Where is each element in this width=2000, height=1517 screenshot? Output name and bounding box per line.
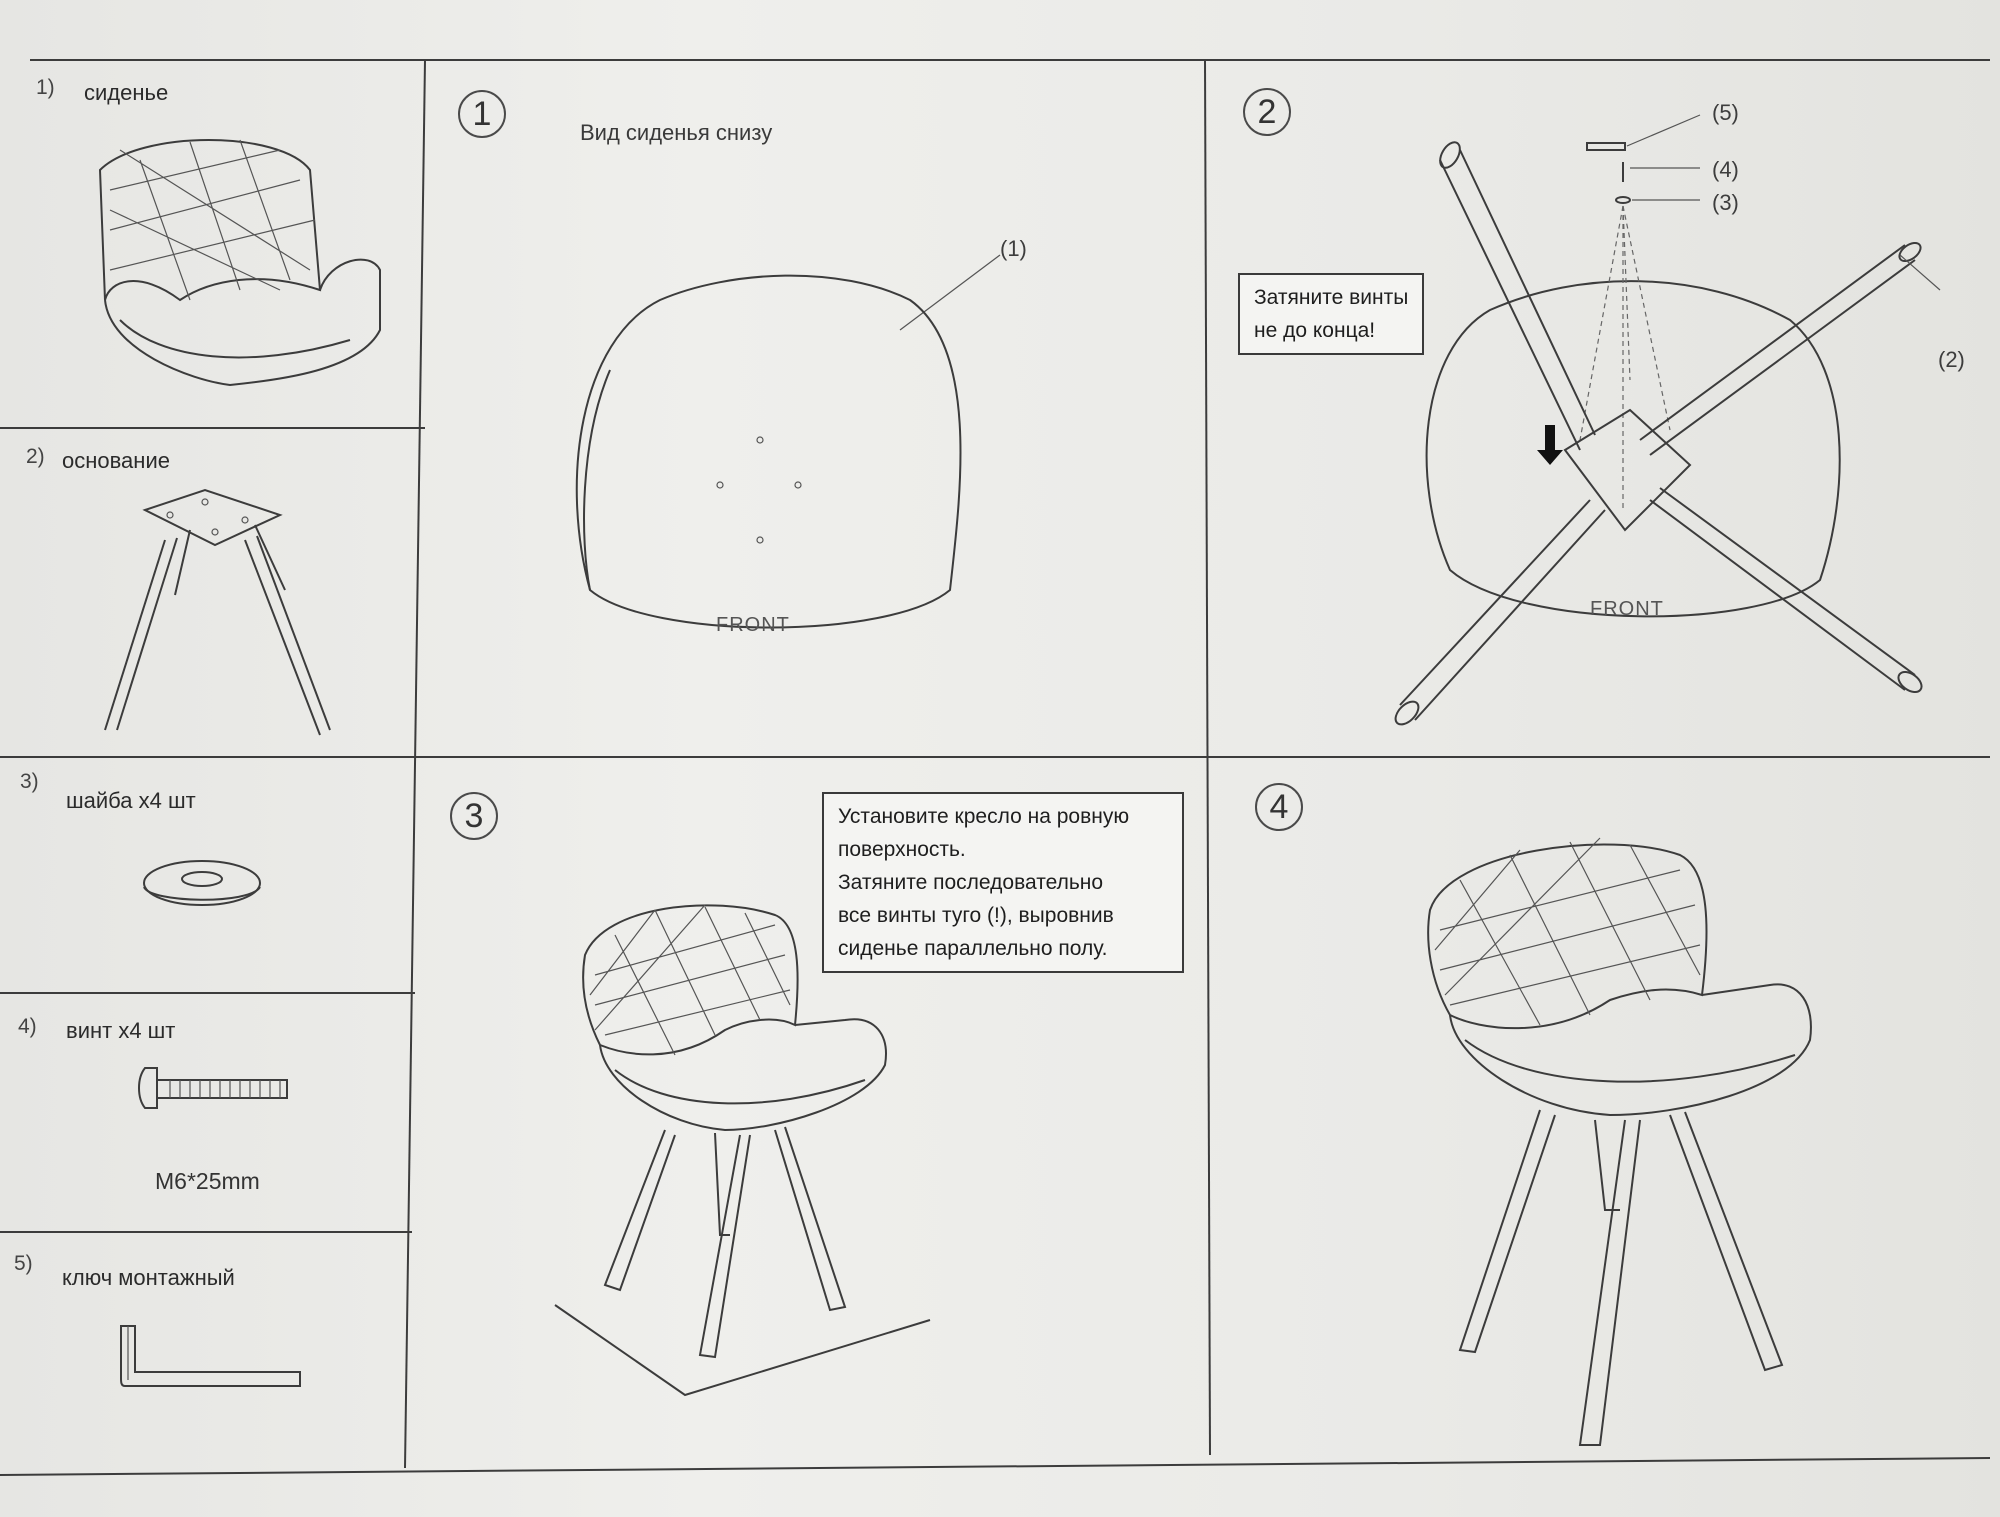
part-name: шайба х4 шт xyxy=(66,788,196,813)
part-index: 1) xyxy=(36,76,55,99)
seat-drawing xyxy=(80,130,400,390)
note-line: поверхность. xyxy=(838,838,966,861)
base-drawing xyxy=(95,480,335,740)
step-number: 1 xyxy=(458,90,506,138)
callout-base: (2) xyxy=(1938,347,1965,372)
part-index: 5) xyxy=(14,1252,33,1275)
part-index: 4) xyxy=(18,1015,37,1038)
base-attach-drawing xyxy=(1380,110,1940,740)
part-name: ключ монтажный xyxy=(62,1265,235,1290)
callout-wrench: (5) xyxy=(1712,100,1739,125)
callout-screw: (4) xyxy=(1712,157,1739,182)
part-name: основание xyxy=(62,448,170,473)
note-line: Затяните винты xyxy=(1254,286,1409,309)
callout-washer: (3) xyxy=(1712,190,1739,215)
assembled-chair-drawing xyxy=(1410,830,1890,1430)
hex-key-icon xyxy=(115,1320,315,1400)
step-number: 2 xyxy=(1243,88,1291,136)
front-label: FRONT xyxy=(716,614,790,636)
step-number: 3 xyxy=(450,792,498,840)
part-name: сиденье xyxy=(84,80,169,105)
screw-drawing xyxy=(135,1058,300,1118)
step-caption: Вид сиденья снизу xyxy=(580,120,773,145)
chair-on-floor-drawing xyxy=(545,895,945,1415)
front-label: FRONT xyxy=(1590,598,1664,620)
screw-size: M6*25mm xyxy=(155,1168,260,1194)
down-arrow-icon xyxy=(1537,425,1563,465)
part-name: винт х4 шт xyxy=(66,1018,176,1043)
washer-drawing xyxy=(140,855,270,915)
note-line: Установите кресло на ровную xyxy=(838,805,1130,828)
note-line: Затяните последовательно xyxy=(838,871,1104,894)
seat-callout: (1) xyxy=(1000,236,1027,261)
seat-bottom-view xyxy=(560,240,1020,660)
note-line: все винты туго (!), выровнив xyxy=(838,904,1114,927)
note-line: сиденье параллельно полу. xyxy=(838,937,1108,960)
part-index: 2) xyxy=(26,445,45,468)
step-number: 4 xyxy=(1255,783,1303,831)
part-index: 3) xyxy=(20,770,39,793)
note-line: не до конца! xyxy=(1254,319,1376,342)
